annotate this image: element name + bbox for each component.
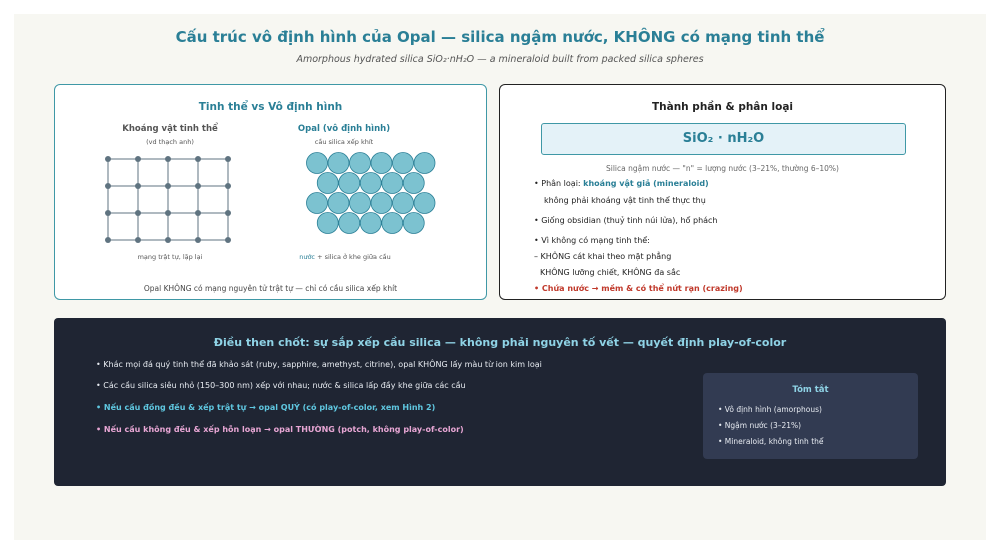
opal-subtitle: cầu silica xếp khít bbox=[314, 138, 374, 146]
water-warning: • Chứa nước → mềm & có thể nứt rạn (crazing) bbox=[534, 284, 743, 293]
silica-sphere bbox=[328, 193, 349, 214]
silica-sphere bbox=[360, 173, 381, 194]
lattice-atom bbox=[135, 183, 141, 189]
left-panel-footer: Opal KHÔNG có mạng nguyên tử trật tự — chỉ có cầu silica xếp khít bbox=[143, 284, 398, 293]
opal-caption-water: nước bbox=[299, 253, 315, 261]
key-bullet-precious: • Nếu cầu đồng đều & xếp trật tự → opal QUÝ (có play-of-color, xem Hình 2) bbox=[96, 403, 436, 412]
left-panel-title: Tinh thể vs Vô định hình bbox=[198, 101, 343, 113]
key-point-title: Điều then chốt: sự sắp xếp cầu silica — không phải nguyên tố vết — quyết định play-of-color bbox=[213, 336, 787, 349]
lattice-atom bbox=[195, 183, 201, 189]
lattice-atom bbox=[105, 210, 111, 216]
lattice-atom bbox=[225, 183, 231, 189]
classification-value: khoáng vật giả (mineraloid) bbox=[583, 179, 709, 188]
silica-sphere bbox=[339, 213, 360, 234]
crystal-caption: mạng trật tự, lặp lại bbox=[137, 253, 203, 261]
key-bullet: • Các cầu silica siêu nhỏ (150–300 nm) xếp với nhau; nước & silica lấp đầy khe giữa các cầu bbox=[96, 381, 466, 390]
page-subtitle: Amorphous hydrated silica SiO₂·nH₂O — a mineraloid built from packed silica spheres bbox=[296, 54, 704, 65]
lattice-atom bbox=[105, 237, 111, 243]
silica-sphere bbox=[414, 153, 435, 174]
silica-sphere bbox=[350, 193, 371, 214]
silica-sphere bbox=[360, 213, 381, 234]
crystal-lattice-diagram bbox=[100, 151, 250, 251]
opal-title: Opal (vô định hình) bbox=[297, 124, 391, 134]
lattice-atom bbox=[195, 156, 201, 162]
lattice-atom bbox=[225, 156, 231, 162]
lattice-atom bbox=[105, 183, 111, 189]
key-point-panel bbox=[54, 318, 946, 486]
silica-sphere bbox=[382, 173, 403, 194]
formula-note: Silica ngậm nước — "n" = lượng nước (3–21%, thường 6–10%) bbox=[606, 164, 839, 173]
lattice-atom bbox=[135, 237, 141, 243]
silica-spheres-diagram bbox=[305, 151, 455, 251]
silica-sphere bbox=[307, 153, 328, 174]
lattice-atom bbox=[165, 210, 171, 216]
composition-panel bbox=[499, 84, 946, 300]
classification-detail: không phải khoáng vật tinh thể thực thụ bbox=[544, 196, 706, 205]
silica-sphere bbox=[371, 153, 392, 174]
silica-sphere bbox=[307, 193, 328, 214]
lattice-atom bbox=[195, 237, 201, 243]
summary-item: • Ngậm nước (3–21%) bbox=[718, 421, 802, 430]
reason-line: • Vì không có mạng tinh thể: bbox=[534, 236, 650, 245]
silica-sphere bbox=[317, 173, 338, 194]
lattice-atom bbox=[225, 237, 231, 243]
crystal-subtitle: (vd thạch anh) bbox=[146, 138, 194, 146]
crystal-title: Khoáng vật tinh thể bbox=[122, 124, 218, 134]
lattice-atom bbox=[165, 156, 171, 162]
silica-sphere bbox=[393, 193, 414, 214]
opal-caption-silica: + silica ở khe giữa cầu bbox=[315, 253, 391, 261]
lattice-atom bbox=[195, 210, 201, 216]
summary-item: • Vô định hình (amorphous) bbox=[718, 405, 822, 414]
silica-sphere bbox=[403, 213, 424, 234]
lattice-atom bbox=[135, 156, 141, 162]
chemical-formula: SiO₂ · nH₂O bbox=[541, 123, 906, 155]
silica-sphere bbox=[317, 213, 338, 234]
silica-sphere bbox=[328, 153, 349, 174]
lattice-atom bbox=[135, 210, 141, 216]
no-cleavage-line: – KHÔNG cát khai theo mặt phẳng bbox=[534, 252, 672, 261]
summary-item: • Mineraloid, không tinh thể bbox=[718, 437, 824, 446]
crystal-vs-amorphous-panel bbox=[54, 84, 487, 300]
lattice-atom bbox=[165, 237, 171, 243]
summary-box bbox=[703, 373, 918, 459]
page-title: Cấu trúc vô định hình của Opal — silica ngậm nước, KHÔNG có mạng tinh thể bbox=[175, 28, 825, 46]
silica-sphere bbox=[382, 213, 403, 234]
silica-sphere bbox=[339, 173, 360, 194]
lattice-atom bbox=[165, 183, 171, 189]
lattice-atom bbox=[105, 156, 111, 162]
silica-sphere bbox=[393, 153, 414, 174]
silica-sphere bbox=[414, 193, 435, 214]
key-bullet: • Khác mọi đá quý tinh thể đã khảo sát (ruby, sapphire, amethyst, citrine), opal KHÔNG lấy màu từ ion kim loại bbox=[96, 360, 542, 369]
lattice-atom bbox=[225, 210, 231, 216]
right-panel-title: Thành phần & phân loại bbox=[651, 101, 794, 113]
opal-caption bbox=[255, 253, 435, 261]
silica-sphere bbox=[350, 153, 371, 174]
silica-sphere bbox=[371, 193, 392, 214]
summary-title: Tóm tắt bbox=[792, 385, 829, 395]
no-optics-line: KHÔNG lưỡng chiết, KHÔNG đa sắc bbox=[540, 268, 681, 277]
classification-prefix: • Phân loại: bbox=[534, 179, 584, 188]
silica-sphere bbox=[403, 173, 424, 194]
similar-materials: • Giống obsidian (thuỷ tinh núi lửa), hổ phách bbox=[534, 216, 718, 225]
key-bullet-common: • Nếu cầu không đều & xếp hỗn loạn → opal THƯỜNG (potch, không play-of-color) bbox=[96, 425, 464, 434]
classification-line bbox=[534, 179, 709, 188]
